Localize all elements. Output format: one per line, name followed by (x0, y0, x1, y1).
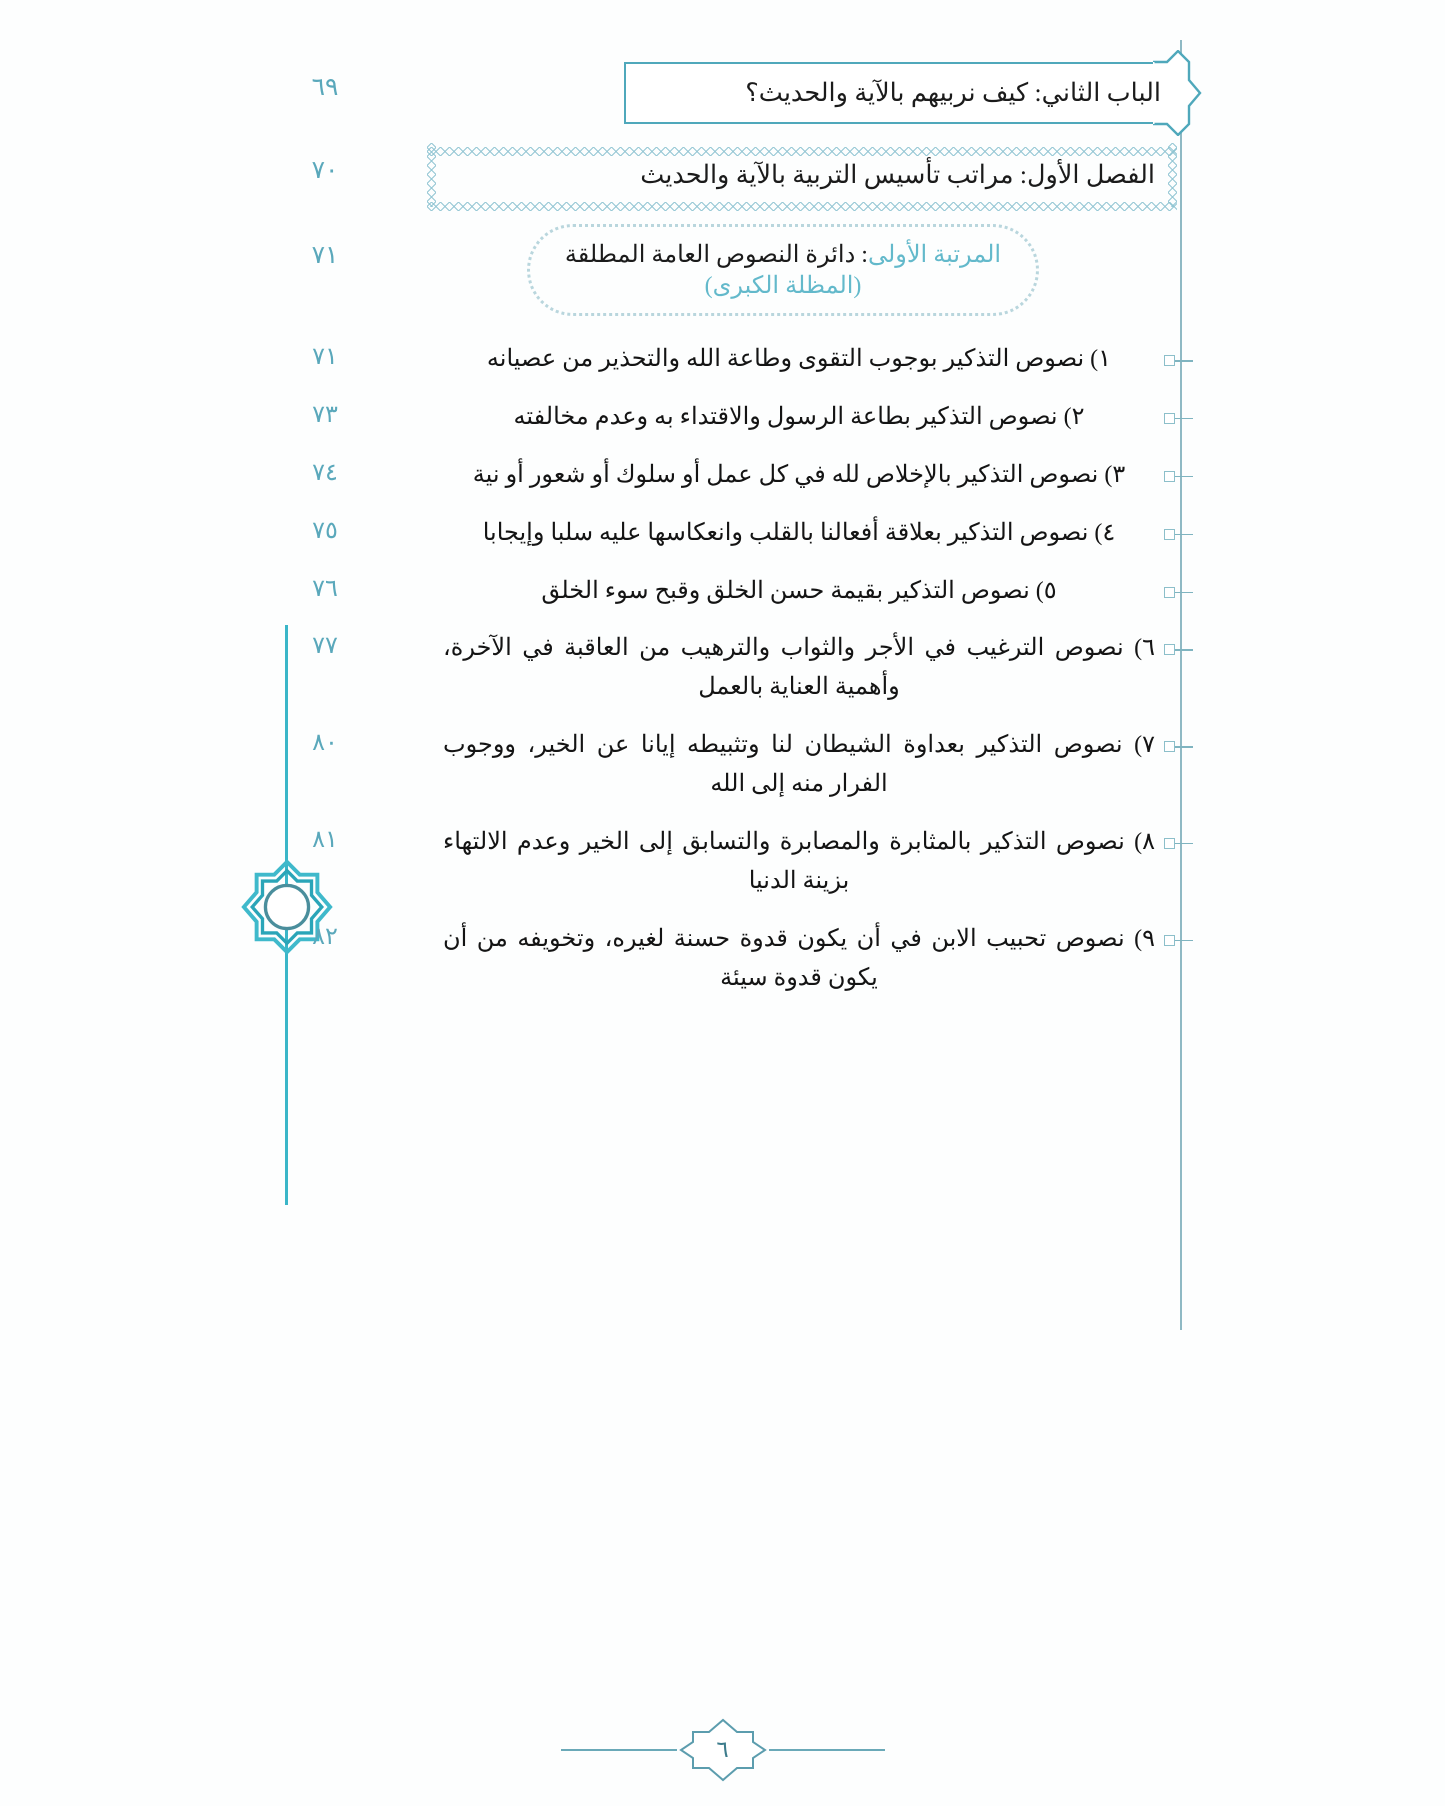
rank-band-line1 (565, 240, 1001, 269)
page-footer (0, 1718, 1445, 1782)
marker-square (1164, 355, 1175, 366)
marker-square (1164, 838, 1175, 849)
marker-dash (1175, 360, 1193, 362)
toc-entry[interactable] (0, 514, 1445, 569)
chapter-band-baab (624, 62, 1177, 124)
marker-dash (1175, 592, 1193, 594)
rank-band-rest-text: : دائرة النصوص العامة المطلقة (564, 242, 868, 268)
toc-entry-page-number: ٧٣ (312, 401, 338, 428)
marker-dash (1175, 843, 1193, 845)
toc-entry-page-number: ٨٠ (312, 730, 338, 757)
toc-entry[interactable] (0, 572, 1445, 627)
toc-entry[interactable] (0, 726, 1445, 820)
toc-entry-marker-icon (1163, 643, 1193, 657)
rank-band-line2: (المظلة الكبرى) (704, 273, 862, 299)
footer-rule-left (769, 1749, 885, 1751)
toc-entry-text: ٤) نصوص التذكير بعلاقة أفعالنا بالقلب وانعكاسها عليه سلبا وإيجابا (482, 519, 1116, 546)
toc-entry-marker-icon (1163, 837, 1193, 851)
toc-entry-page-number: ٨١ (312, 826, 338, 853)
toc-entry[interactable] (0, 920, 1445, 1014)
toc-entry-text: ٦) نصوص الترغيب في الأجر والثواب والترهيب من العاقبة في الآخرة، وأهمية العناية بالعمل (443, 635, 1155, 701)
toc-entry-page-number: ٧٦ (312, 575, 338, 602)
toc-entry[interactable] (0, 629, 1445, 723)
marker-dash (1175, 649, 1193, 651)
marker-square (1164, 471, 1175, 482)
toc-entry[interactable] (0, 398, 1445, 453)
marker-dash (1175, 476, 1193, 478)
toc-entry-text: ٢) نصوص التذكير بطاعة الرسول والاقتداء به وعدم مخالفته (513, 403, 1085, 430)
footer-page-badge (679, 1718, 767, 1782)
toc-entry-marker-icon (1163, 354, 1193, 368)
footer-page-number: ٦ (716, 1737, 729, 1762)
toc-entry[interactable] (0, 823, 1445, 917)
toc-entry-text: ٧) نصوص التذكير بعداوة الشيطان لنا وتثبيطه إيانا عن الخير، ووجوب الفرار منه إلى الله (443, 732, 1155, 797)
section-band-fasl (427, 143, 1177, 207)
toc-entry-page-number: ٧٤ (312, 459, 338, 486)
section-band-title: الفصل الأول: مراتب تأسيس التربية بالآية والحديث (640, 160, 1155, 189)
toc-entry-text: ١) نصوص التذكير بوجوب التقوى وطاعة الله والتحذير من عصيانه (486, 346, 1112, 372)
toc-entry-text: ٨) نصوص التذكير بالمثابرة والمصابرة والتسابق إلى الخير وعدم الالتهاء بزينة الدنيا (443, 828, 1155, 894)
toc-entry-marker-icon (1163, 934, 1193, 948)
rank-band-page: ٧١ (311, 242, 339, 269)
marker-dash (1175, 746, 1193, 748)
marker-square (1164, 644, 1175, 655)
toc-entry[interactable] (0, 456, 1445, 511)
toc-entry-text: ٥) نصوص التذكير بقيمة حسن الخلق وقبح سوء الخلق (541, 577, 1057, 604)
rank-band-accent-text: المرتبة الأولى (867, 242, 1002, 268)
toc-entry-page-number: ٨٢ (312, 923, 338, 950)
toc-entry-marker-icon (1163, 586, 1193, 600)
section-band-page: ٧٠ (311, 157, 339, 184)
footer-rule-right (561, 1749, 677, 1751)
toc-entry-text: ٩) نصوص تحبيب الابن في أن يكون قدوة حسنة لغيره، وتخويفه من أن يكون قدوة سيئة (443, 925, 1155, 991)
toc-entry-text: ٣) نصوص التذكير بالإخلاص لله في كل عمل أو سلوك أو شعور أو نية (472, 461, 1126, 488)
toc-entry-marker-icon (1163, 470, 1193, 484)
toc-entry[interactable] (0, 340, 1445, 395)
chapter-band-title: الباب الثاني: كيف نربيهم بالآية والحديث؟ (745, 78, 1161, 107)
marker-square (1164, 935, 1175, 946)
toc-entry-marker-icon (1163, 412, 1193, 426)
toc-entry-marker-icon (1163, 528, 1193, 542)
marker-square (1164, 587, 1175, 598)
marker-square (1164, 413, 1175, 424)
chapter-band-page: ٦٩ (311, 74, 339, 101)
toc-entry-page-number: ٧١ (312, 344, 338, 370)
marker-dash (1175, 534, 1193, 536)
toc-entry-list (0, 340, 1445, 1016)
marker-square (1164, 741, 1175, 752)
marker-dash (1175, 940, 1193, 942)
rank-band-martaba (527, 224, 1039, 316)
toc-entry-marker-icon (1163, 740, 1193, 754)
toc-entry-page-number: ٧٧ (312, 633, 338, 660)
toc-entry-page-number: ٧٥ (312, 517, 338, 544)
marker-dash (1175, 418, 1193, 420)
marker-square (1164, 529, 1175, 540)
